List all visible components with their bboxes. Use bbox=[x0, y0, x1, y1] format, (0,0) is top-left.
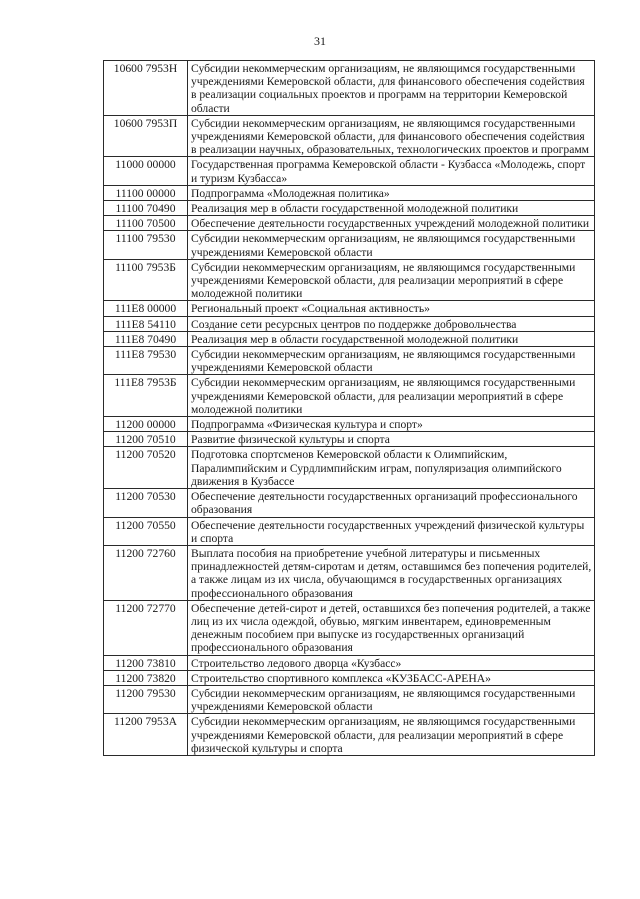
row-code: 11100 00000 bbox=[104, 185, 188, 200]
table-row bbox=[104, 447, 595, 489]
row-description: Реализация мер в области государственной молодежной политики bbox=[188, 331, 595, 346]
budget-classification-table bbox=[103, 60, 595, 756]
row-code: 11200 70550 bbox=[104, 517, 188, 545]
row-description: Обеспечение детей-сирот и детей, оставшихся без попечения родителей, а также лиц из их числа одеждой, обувью, мягким инвентарем, единовременным денежным пособием при выпуске из государственных организаций профессионального образования bbox=[188, 600, 595, 655]
table-row bbox=[104, 375, 595, 417]
row-description: Региональный проект «Социальная активность» bbox=[188, 301, 595, 316]
row-description: Обеспечение деятельности государственных организаций профессионального образования bbox=[188, 489, 595, 517]
table-row bbox=[104, 115, 595, 157]
table-row bbox=[104, 655, 595, 670]
row-description: Подпрограмма «Молодежная политика» bbox=[188, 185, 595, 200]
table-row bbox=[104, 489, 595, 517]
row-description: Государственная программа Кемеровской области - Кузбасса «Молодежь, спорт и туризм Кузбасса» bbox=[188, 157, 595, 185]
row-description: Строительство спортивного комплекса «КУЗБАСС-АРЕНА» bbox=[188, 670, 595, 685]
row-description: Обеспечение деятельности государственных учреждений физической культуры и спорта bbox=[188, 517, 595, 545]
row-code: 11200 79530 bbox=[104, 685, 188, 713]
table-row bbox=[104, 216, 595, 231]
row-description: Подготовка спортсменов Кемеровской области к Олимпийским, Паралимпийским и Сурдлимпийским играм, популяризация олимпийского движения в Кузбассе bbox=[188, 447, 595, 489]
row-code: 11000 00000 bbox=[104, 157, 188, 185]
row-code: 111Е8 7953Б bbox=[104, 375, 188, 417]
row-description: Выплата пособия на приобретение учебной литературы и письменных принадлежностей детям-сиротам и детям, оставшимся без попечения родителей, а также лицам из их числа, обучающимся в государственных организациях профессионального образования bbox=[188, 545, 595, 600]
row-code: 11200 70510 bbox=[104, 432, 188, 447]
table-row bbox=[104, 157, 595, 185]
table-row bbox=[104, 231, 595, 259]
row-code: 111Е8 70490 bbox=[104, 331, 188, 346]
row-code: 11100 79530 bbox=[104, 231, 188, 259]
table-row bbox=[104, 331, 595, 346]
row-code: 11200 73810 bbox=[104, 655, 188, 670]
row-code: 11200 70530 bbox=[104, 489, 188, 517]
table-row bbox=[104, 301, 595, 316]
row-code: 10600 7953Н bbox=[104, 61, 188, 116]
table-row bbox=[104, 670, 595, 685]
row-code: 111Е8 54110 bbox=[104, 316, 188, 331]
row-description: Создание сети ресурсных центров по поддержке добровольчества bbox=[188, 316, 595, 331]
row-description: Субсидии некоммерческим организациям, не являющимся государственными учреждениями Кемеровской области bbox=[188, 685, 595, 713]
row-description: Обеспечение деятельности государственных учреждений молодежной политики bbox=[188, 216, 595, 231]
table-row bbox=[104, 685, 595, 713]
row-code: 11200 72770 bbox=[104, 600, 188, 655]
row-code: 11100 70490 bbox=[104, 201, 188, 216]
row-code: 10600 7953П bbox=[104, 115, 188, 157]
row-description: Субсидии некоммерческим организациям, не являющимся государственными учреждениями Кемеровской области, для реализации мероприятий в сфере физической культуры и спорта bbox=[188, 714, 595, 756]
row-code: 11200 00000 bbox=[104, 417, 188, 432]
table-row bbox=[104, 600, 595, 655]
table-row bbox=[104, 347, 595, 375]
row-description: Субсидии некоммерческим организациям, не являющимся государственными учреждениями Кемеровской области bbox=[188, 231, 595, 259]
row-code: 11100 70500 bbox=[104, 216, 188, 231]
row-description: Субсидии некоммерческим организациям, не являющимся государственными учреждениями Кемеровской области, для реализации мероприятий в сфере молодежной политики bbox=[188, 375, 595, 417]
row-code: 11200 72760 bbox=[104, 545, 188, 600]
table-row bbox=[104, 432, 595, 447]
table-body bbox=[104, 61, 595, 756]
row-description: Субсидии некоммерческим организациям, не являющимся государственными учреждениями Кемеровской области, для реализации мероприятий в сфере молодежной политики bbox=[188, 259, 595, 301]
table-row bbox=[104, 316, 595, 331]
table-row bbox=[104, 61, 595, 116]
table-row bbox=[104, 259, 595, 301]
table-row bbox=[104, 545, 595, 600]
table-row bbox=[104, 517, 595, 545]
row-code: 11200 70520 bbox=[104, 447, 188, 489]
row-description: Строительство ледового дворца «Кузбасс» bbox=[188, 655, 595, 670]
row-description: Субсидии некоммерческим организациям, не являющимся государственными учреждениями Кемеровской области, для финансового обеспечения содействия в реализации социальных проектов и программ на территории Кемеровской области bbox=[188, 61, 595, 116]
row-description: Субсидии некоммерческим организациям, не являющимся государственными учреждениями Кемеровской области bbox=[188, 347, 595, 375]
row-code: 11200 73820 bbox=[104, 670, 188, 685]
table-row bbox=[104, 714, 595, 756]
row-description: Субсидии некоммерческим организациям, не являющимся государственными учреждениями Кемеровской области, для финансового обеспечения содействия в реализации научных, образовательных, технологических проектов и программ bbox=[188, 115, 595, 157]
row-description: Подпрограмма «Физическая культура и спорт» bbox=[188, 417, 595, 432]
table-row bbox=[104, 185, 595, 200]
table-row bbox=[104, 201, 595, 216]
row-code: 11100 7953Б bbox=[104, 259, 188, 301]
row-description: Развитие физической культуры и спорта bbox=[188, 432, 595, 447]
row-code: 111Е8 79530 bbox=[104, 347, 188, 375]
row-code: 11200 7953А bbox=[104, 714, 188, 756]
table-row bbox=[104, 417, 595, 432]
row-code: 111Е8 00000 bbox=[104, 301, 188, 316]
page-number: 31 bbox=[314, 34, 326, 48]
row-description: Реализация мер в области государственной молодежной политики bbox=[188, 201, 595, 216]
